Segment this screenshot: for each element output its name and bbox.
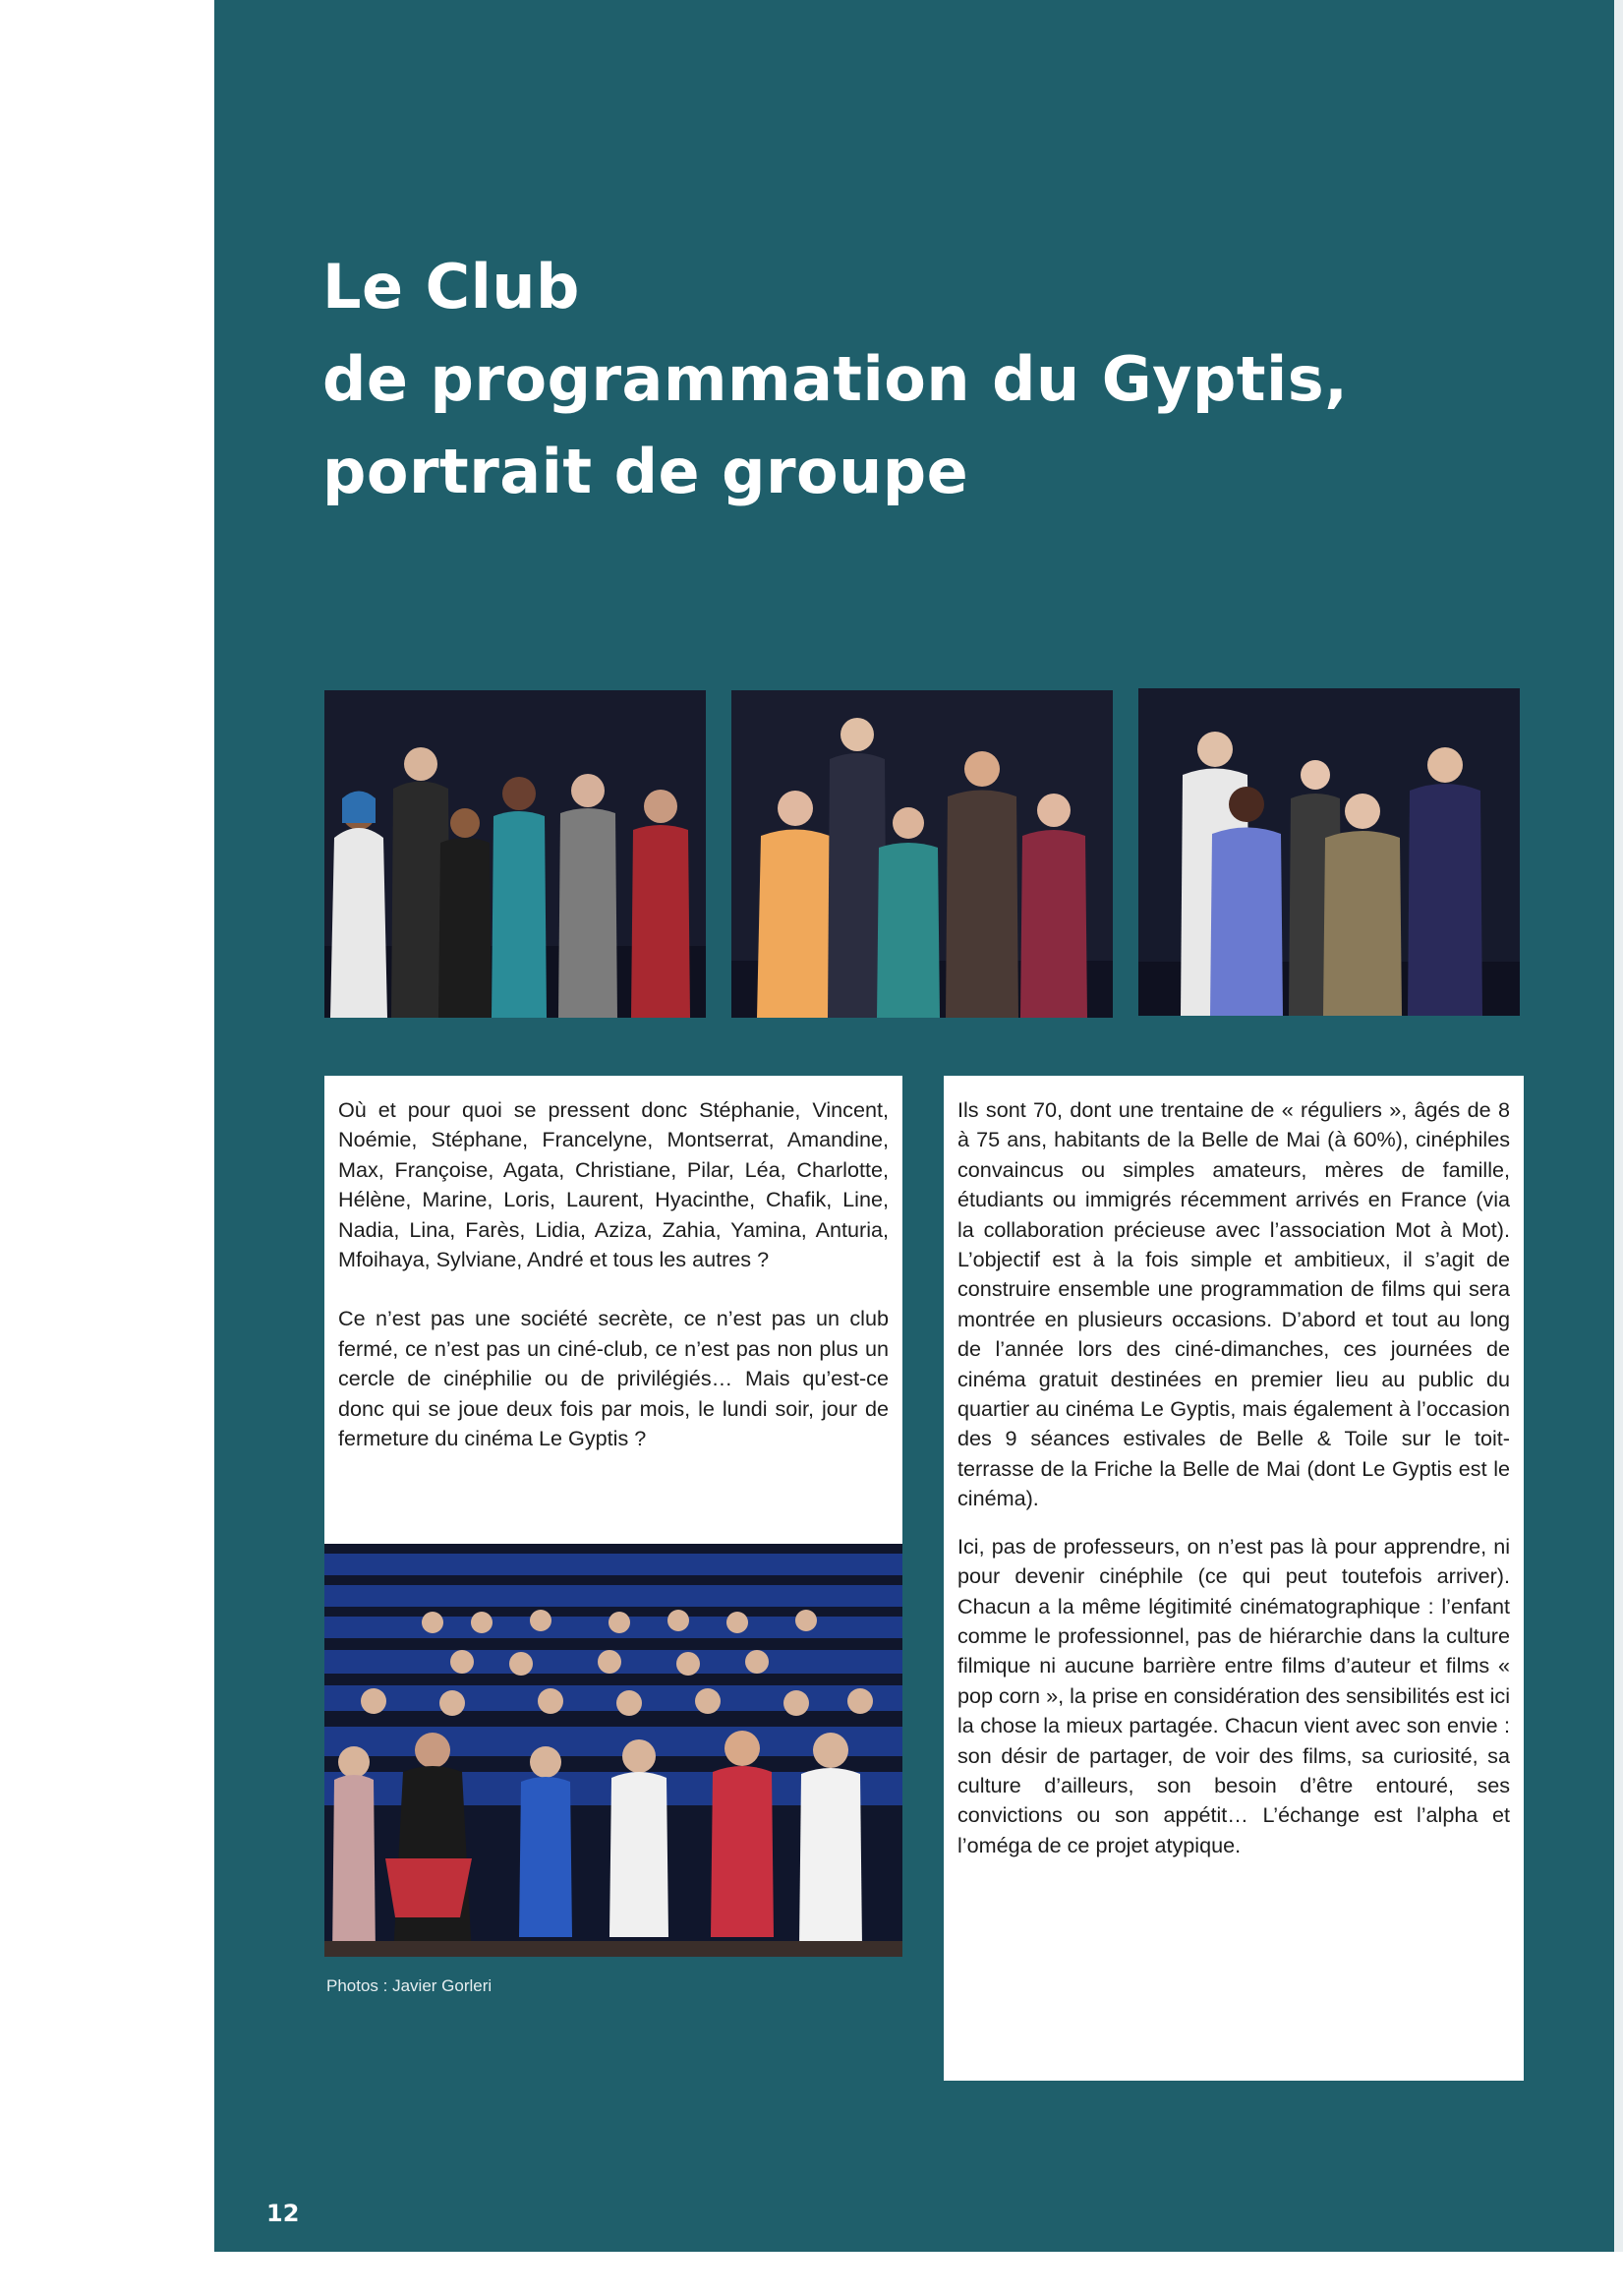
photo-credit: Photos : Javier Gorleri <box>326 1976 493 1995</box>
main-paragraph-1: Ils sont 70, dont une trentaine de « réguliers », âgés de 8 à 75 ans, habitants de la Belle de Mai (à 60%), cinéphiles convaincus ou simples amateurs, mères de famille, étudiants ou immigrés récemment arrivés en France (via la collaboration précieuse avec l’association Mot à Mot). L’objectif est à la fois simple et ambitieux, il s’agit de construire ensemble une programmation de films qui sera montrée en plusieurs occasions. D’abord et tout au long de l’année lors des ciné-dimanches, ces journées de cinéma gratuit destinées en premier lieu au public du quartier au cinéma Le Gyptis, mais également à l’occasion des 9 séances estivales de Belle & Toile sur le toit-terrasse de la Friche la Belle de Mai (dont Le Gyptis est le cinéma). <box>957 1097 1510 1511</box>
page-number: 12 <box>266 2200 300 2227</box>
article-title <box>322 241 1502 518</box>
group-photo-3 <box>1138 688 1520 1016</box>
cinema-photo <box>324 1544 902 1957</box>
intro-text-box <box>324 1076 902 1544</box>
title-line-1: Le Club <box>322 251 580 323</box>
main-paragraph-2: Ici, pas de professeurs, on n’est pas là pour apprendre, ni pour devenir cinéphile (ce qui peut toutefois arriver). Chacun a la même légitimité cinématographique : l’enfant comme le professionnel, pas de hiérarchie dans la culture filmique ni aucune barrière entre films d’auteur et films « pop corn », la prise en considération des sensibilités est ici la chose la mieux partagée. Chacun vient avec son envie : son désir de partager, de voir des films, sa curiosité, sa culture d’ailleurs, son besoin d’être entouré, ses convictions ou son appétit… L’échange est l’alpha et l’oméga de ce projet atypique. <box>957 1533 1510 1857</box>
intro-paragraph-2: Ce n’est pas une société secrète, ce n’est pas un club fermé, ce n’est pas un ciné-club, ce n’est pas non plus un cercle de cinéphilie ou de privilégiés… Mais qu’est-ce donc qui se joue deux fois par mois, le lundi soir, jour de fermeture du cinéma Le Gyptis ? <box>338 1306 889 1451</box>
title-line-3: portrait de groupe <box>322 436 969 507</box>
page-edge <box>1614 0 1623 2252</box>
title-line-2: de programmation du Gyptis, <box>322 343 1349 415</box>
group-photo-2 <box>731 690 1113 1018</box>
main-text-box <box>944 1076 1524 2081</box>
intro-paragraph-1: Où et pour quoi se pressent donc Stéphanie, Vincent, Noémie, Stéphane, Francelyne, Montserrat, Amandine, Max, Françoise, Agata, Christiane, Pilar, Léa, Charlotte, Hélène, Marine, Loris, Laurent, Hyacinthe, Chafik, Line, Nadia, Lina, Farès, Lidia, Aziza, Zahia, Yamina, Anturia, Mfoihaya, Sylviane, André et tous les autres ? <box>338 1097 889 1272</box>
group-photo-1 <box>324 690 706 1018</box>
